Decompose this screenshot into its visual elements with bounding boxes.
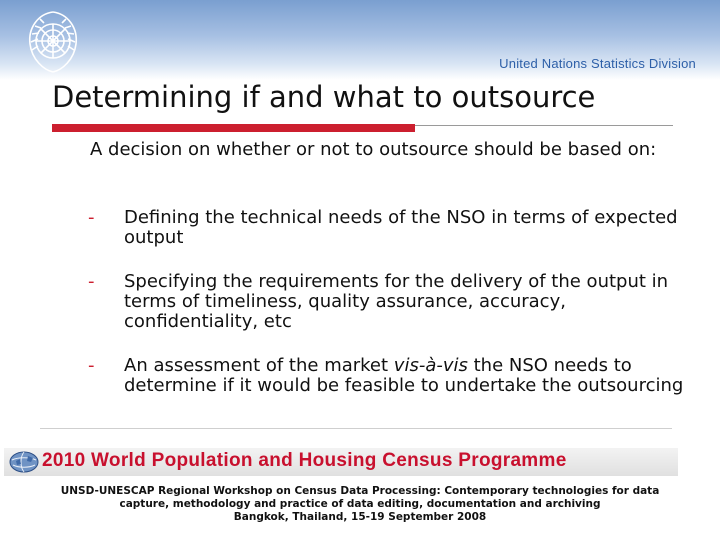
bullet-text-post: the NSO needs to determine if it would be feasible to undertake the outsourcing	[124, 355, 684, 396]
bullet-text-pre: An assessment of the market	[124, 355, 394, 376]
footer-line: capture, methodology and practice of data editing, documentation and archiving	[119, 498, 601, 510]
slide-title: Determining if and what to outsource	[52, 80, 596, 114]
bullet-dash: -	[88, 207, 95, 228]
bullet-text	[124, 355, 683, 396]
bullet-text-emphasis: vis-à-vis	[393, 355, 468, 376]
un-emblem-icon	[18, 6, 88, 76]
bullet-text: Specifying the requirements for the delivery of the output in terms of timeliness, quality assurance, accuracy, confidentiality, etc	[124, 271, 669, 332]
list-item	[88, 356, 688, 396]
title-divider	[415, 125, 673, 126]
org-label: United Nations Statistics Division	[499, 56, 696, 71]
bullet-text: Defining the technical needs of the NSO in terms of expected output	[124, 207, 678, 248]
footer-line: UNSD-UNESCAP Regional Workshop on Census Data Processing: Contemporary technologies for data	[60, 485, 660, 497]
list-item	[88, 208, 688, 248]
footer-text	[20, 485, 700, 524]
bullet-dash: -	[88, 355, 95, 376]
banner-title: 2010 World Population and Housing Census Programme	[42, 450, 567, 471]
list-item	[88, 272, 688, 332]
footer-line: Bangkok, Thailand, 15-19 September 2008	[233, 511, 487, 523]
title-accent-rule	[52, 124, 415, 132]
header-band	[0, 0, 720, 80]
census-banner	[4, 448, 678, 476]
globe-icon	[8, 449, 42, 475]
intro-text: A decision on whether or not to outsource should be based on:	[90, 139, 657, 160]
bullet-list	[88, 208, 688, 396]
footer-divider	[40, 428, 672, 429]
bullet-dash: -	[88, 271, 95, 292]
